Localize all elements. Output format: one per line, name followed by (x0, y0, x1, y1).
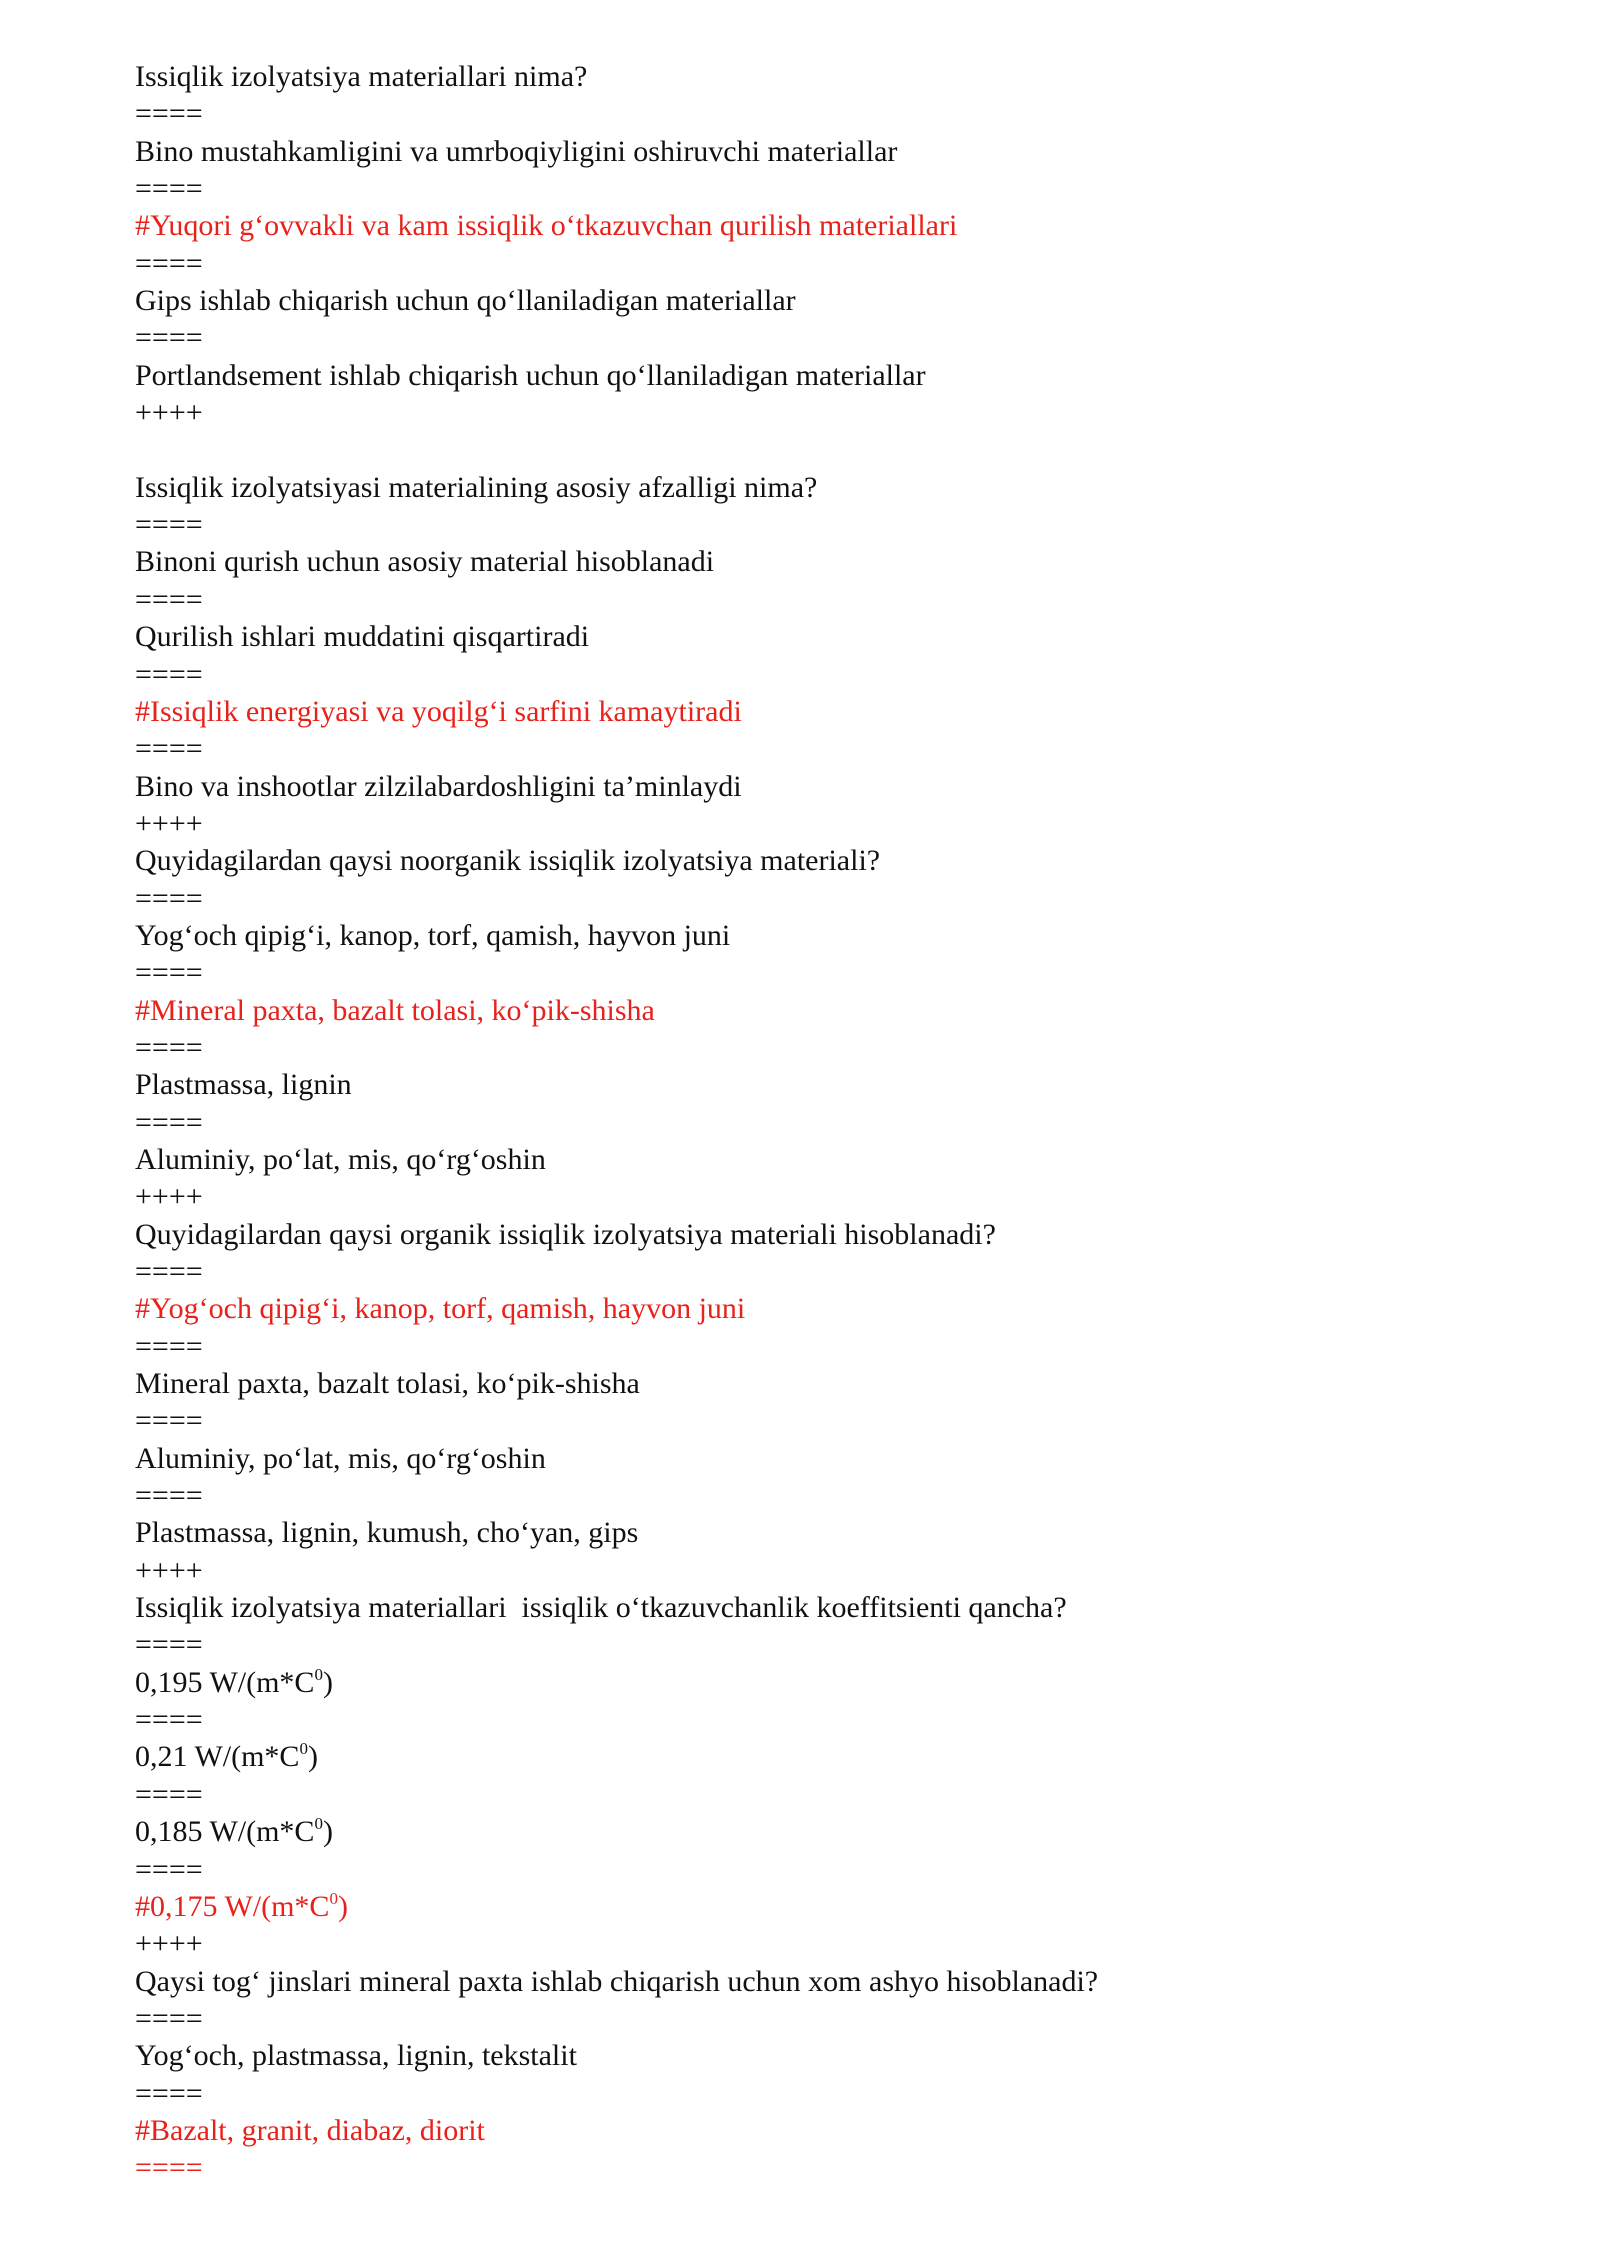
separator-line (135, 245, 1535, 282)
text-line (135, 2037, 1535, 2074)
separator-line (135, 880, 1535, 917)
text-line (135, 357, 1535, 394)
question-end-line (135, 1552, 1535, 1589)
line-text: Yog‘och, plastmassa, lignin, tekstalit (135, 2039, 577, 2073)
correct-answer-line (135, 207, 1535, 244)
line-text: ==== (135, 2076, 203, 2110)
separator-line (135, 2000, 1535, 2037)
line-text: ==== (135, 321, 203, 355)
line-text: Aluminiy, po‘lat, mis, qo‘rg‘oshin (135, 1142, 546, 1176)
line-text: ==== (135, 657, 203, 691)
line-text: ==== (135, 1628, 203, 1662)
question-end-line (135, 805, 1535, 842)
text-line (135, 842, 1535, 879)
line-text: ==== (135, 956, 203, 990)
separator-line (135, 319, 1535, 356)
line-text: Bino va inshootlar zilzilabardoshligini ta’minlaydi (135, 769, 742, 803)
question-end-line (135, 1178, 1535, 1215)
separator-line (135, 170, 1535, 207)
line-text: #Mineral paxta, bazalt tolasi, ko‘pik-shisha (135, 993, 655, 1027)
line-text: ==== (135, 881, 203, 915)
line-text: ==== (135, 1852, 203, 1886)
correct-answer-line (135, 1888, 1535, 1925)
text-line (135, 469, 1535, 506)
separator-line (135, 730, 1535, 767)
separator-line (135, 1776, 1535, 1813)
line-text-suffix: ) (322, 1665, 333, 1699)
line-text: #0,175 W/(m*C (135, 1889, 330, 1923)
text-line (135, 1514, 1535, 1551)
line-text: Issiqlik izolyatsiyasi materialining asosiy afzalligi nima? (135, 470, 818, 504)
separator-line (135, 1851, 1535, 1888)
line-text: Portlandsement ishlab chiqarish uchun qo‘llaniladigan materiallar (135, 358, 926, 392)
line-text: Aluminiy, po‘lat, mis, qo‘rg‘oshin (135, 1441, 546, 1475)
text-line (135, 1216, 1535, 1253)
text-line (135, 133, 1535, 170)
text-line (135, 1664, 1535, 1701)
superscript-degree: 0 (299, 1739, 308, 1759)
superscript-degree: 0 (314, 1664, 323, 1684)
separator-line (135, 95, 1535, 132)
text-line (135, 1589, 1535, 1626)
separator-line (135, 1402, 1535, 1439)
line-text: Bino mustahkamligini va umrboqiyligini oshiruvchi materiallar (135, 134, 898, 168)
line-text: 0,195 W/(m*C (135, 1665, 315, 1699)
blank-line (135, 431, 1535, 468)
text-line (135, 917, 1535, 954)
correct-answer-line (135, 693, 1535, 730)
separator-line (135, 581, 1535, 618)
line-text: ==== (135, 172, 203, 206)
question-end-line (135, 1925, 1535, 1962)
separator-line (135, 656, 1535, 693)
separator-line (135, 1701, 1535, 1738)
line-text-suffix: ) (322, 1815, 333, 1849)
line-text: ==== (135, 1703, 203, 1737)
separator-line (135, 1477, 1535, 1514)
line-text: ==== (135, 2001, 203, 2035)
text-line (135, 618, 1535, 655)
separator-line (135, 1253, 1535, 1290)
question-end-line (135, 394, 1535, 431)
text-line (135, 1365, 1535, 1402)
line-text: ==== (135, 1479, 203, 1513)
line-text: ==== (135, 508, 203, 542)
line-text: ++++ (135, 1927, 203, 1961)
line-text: ==== (135, 1030, 203, 1064)
text-line (135, 58, 1535, 95)
separator-line (135, 1029, 1535, 1066)
line-text: 0,185 W/(m*C (135, 1815, 315, 1849)
text-line (135, 1440, 1535, 1477)
text-line (135, 1066, 1535, 1103)
separator-line (135, 954, 1535, 991)
superscript-degree: 0 (329, 1888, 338, 1908)
line-text: ==== (135, 1329, 203, 1363)
line-text: Plastmassa, lignin (135, 1068, 352, 1102)
line-text: ==== (135, 97, 203, 131)
line-text: #Bazalt, granit, diabaz, diorit (135, 2113, 485, 2147)
correct-answer-line (135, 2112, 1535, 2149)
text-line (135, 1738, 1535, 1775)
line-text: ==== (135, 2151, 203, 2185)
line-text: Quyidagilardan qaysi organik issiqlik izolyatsiya materiali hisoblanadi? (135, 1217, 996, 1251)
correct-answer-line (135, 1290, 1535, 1327)
line-text: ==== (135, 1255, 203, 1288)
line-text: Plastmassa, lignin, kumush, cho‘yan, gips (135, 1516, 639, 1550)
line-text: ==== (135, 1404, 203, 1438)
separator-line (135, 506, 1535, 543)
text-line (135, 282, 1535, 319)
document-page (135, 58, 1535, 2187)
line-text-suffix: ) (337, 1889, 348, 1923)
text-line (135, 543, 1535, 580)
superscript-degree: 0 (314, 1814, 323, 1834)
line-text: #Yuqori g‘ovvakli va kam issiqlik o‘tkazuvchan qurilish materiallari (135, 209, 958, 243)
separator-line (135, 2149, 1535, 2186)
line-text: ==== (135, 1105, 203, 1139)
line-text: Issiqlik izolyatsiya materiallari nima? (135, 60, 588, 93)
line-text: ==== (135, 732, 203, 766)
line-text: Binoni qurish uchun asosiy material hisoblanadi (135, 545, 715, 579)
line-text: ++++ (135, 396, 203, 430)
line-text: 0,21 W/(m*C (135, 1740, 300, 1774)
line-text: Gips ishlab chiqarish uchun qo‘llaniladigan materiallar (135, 284, 796, 318)
line-text: ==== (135, 582, 203, 616)
text-line (135, 768, 1535, 805)
correct-answer-line (135, 992, 1535, 1029)
text-line (135, 1963, 1535, 2000)
line-text: ++++ (135, 806, 203, 840)
separator-line (135, 1626, 1535, 1663)
separator-line (135, 1104, 1535, 1141)
text-line (135, 1813, 1535, 1850)
separator-line (135, 2075, 1535, 2112)
line-text: Mineral paxta, bazalt tolasi, ko‘pik-shisha (135, 1367, 640, 1401)
line-text: Quyidagilardan qaysi noorganik issiqlik izolyatsiya materiali? (135, 844, 881, 878)
line-text: ==== (135, 1777, 203, 1811)
line-text-suffix: ) (307, 1740, 318, 1774)
line-text: #Issiqlik energiyasi va yoqilg‘i sarfini kamaytiradi (135, 694, 742, 728)
line-text: ++++ (135, 1180, 203, 1214)
line-text: #Yog‘och qipig‘i, kanop, torf, qamish, hayvon juni (135, 1292, 746, 1326)
line-text: Issiqlik izolyatsiya materiallari issiqlik o‘tkazuvchanlik koeffitsienti qancha? (135, 1591, 1067, 1625)
line-text: Yog‘och qipig‘i, kanop, torf, qamish, hayvon juni (135, 918, 731, 952)
text-line (135, 1141, 1535, 1178)
line-text: Qaysi tog‘ jinslari mineral paxta ishlab chiqarish uchun xom ashyo hisoblanadi? (135, 1964, 1099, 1998)
line-text: Qurilish ishlari muddatini qisqartiradi (135, 620, 590, 654)
line-text: ==== (135, 246, 203, 280)
separator-line (135, 1328, 1535, 1365)
line-text: ++++ (135, 1553, 203, 1587)
